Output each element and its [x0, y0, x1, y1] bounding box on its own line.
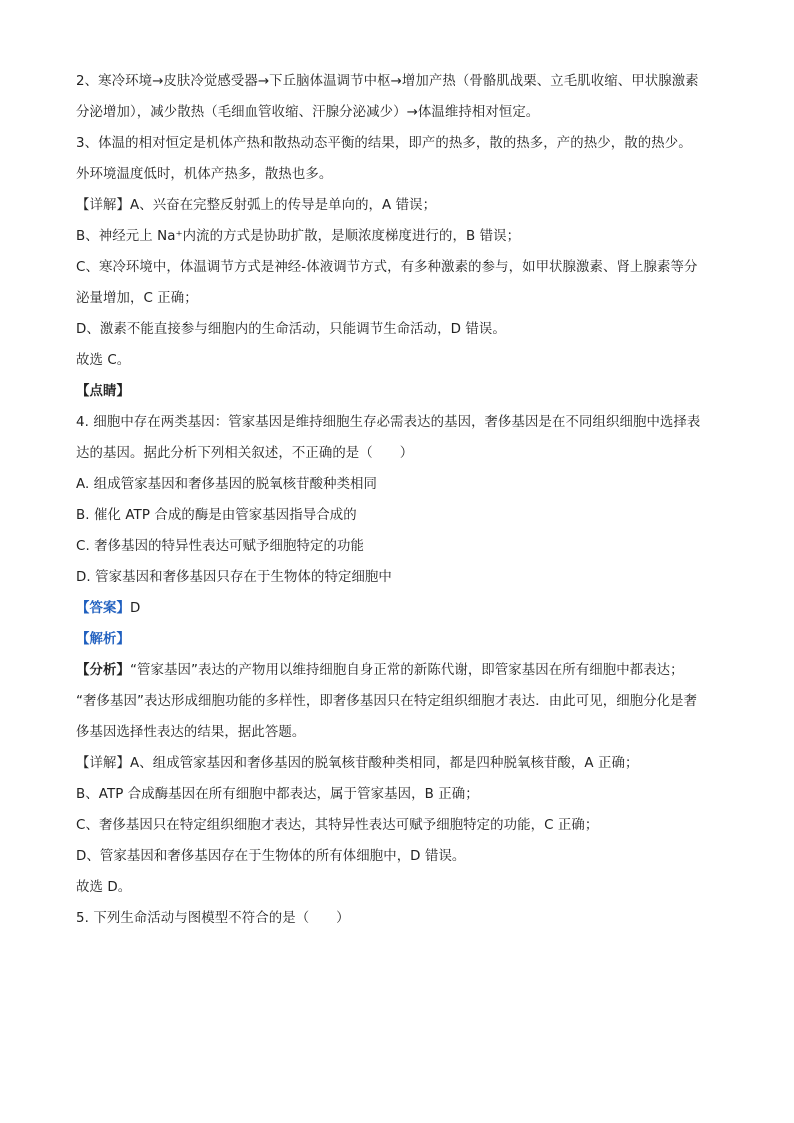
option-c: C. 奢侈基因的特异性表达可赋予细胞特定的功能 — [76, 539, 364, 554]
text-line: 泌量增加，C 正确； — [76, 291, 198, 306]
text-line: 3、体温的相对恒定是机体产热和散热动态平衡的结果，即产的热多，散的热多，产的热少，散的热少。 — [76, 136, 692, 151]
analysis-line — [76, 624, 724, 655]
analyze-tag: 【分析】 — [76, 663, 130, 678]
answer-tag: 【答案】 — [76, 601, 130, 616]
analyze-line — [76, 655, 724, 686]
text-line: “奢侈基因”表达形成细胞功能的多样性，即奢侈基因只在特定组织细胞才表达．由此可见，细胞分化是奢 — [76, 694, 698, 709]
text-line: C、寒冷环境中，体温调节方式是神经-体液调节方式，有多种激素的参与，如甲状腺激素、肾上腺素等分 — [76, 260, 698, 275]
text-line: 故选 C。 — [76, 353, 131, 368]
text-line: D、激素不能直接参与细胞内的生命活动，只能调节生命活动，D 错误。 — [76, 322, 506, 337]
text-line: 外环境温度低时，机体产热多，散热也多。 — [76, 167, 333, 182]
document-body — [76, 66, 724, 934]
option-b: B. 催化 ATP 合成的酶是由管家基因指导合成的 — [76, 508, 357, 523]
text-line: 2、寒冷环境→皮肤冷觉感受器→下丘脑体温调节中枢→增加产热（骨骼肌战栗、立毛肌收缩、甲状腺激素 — [76, 74, 699, 89]
analyze-text: “管家基因”表达的产物用以维持细胞自身正常的新陈代谢，即管家基因在所有细胞中都表达； — [129, 663, 684, 678]
text-line: C、奢侈基因只在特定组织细胞才表达，其特异性表达可赋予细胞特定的功能，C 正确； — [76, 818, 599, 833]
analysis-tag: 【解析】 — [76, 632, 130, 647]
text-line: B、ATP 合成酶基因在所有细胞中都表达，属于管家基因，B 正确； — [76, 787, 479, 802]
text-line: 分泌增加），减少散热（毛细血管收缩、汗腺分泌减少）→体温维持相对恒定。 — [76, 105, 540, 120]
text-line: 【详解】A、兴奋在完整反射弧上的传导是单向的，A 错误； — [76, 198, 437, 213]
answer-line — [76, 593, 724, 624]
text-line: 故选 D。 — [76, 880, 132, 895]
answer-value: D — [129, 601, 141, 616]
question-stem: 达的基因。据此分析下列相关叙述，不正确的是（ ） — [76, 446, 414, 461]
text-line: D、管家基因和奢侈基因存在于生物体的所有体细胞中，D 错误。 — [76, 849, 466, 864]
text-line: 侈基因选择性表达的结果，据此答题。 — [76, 725, 306, 740]
question-stem: 5. 下列生命活动与图模型不符合的是（ ） — [76, 911, 350, 926]
option-a: A. 组成管家基因和奢侈基因的脱氧核苷酸种类相同 — [76, 477, 378, 492]
text-line: B、神经元上 Na⁺内流的方式是协助扩散，是顺浓度梯度进行的，B 错误； — [76, 229, 521, 244]
option-d: D. 管家基因和奢侈基因只存在于生物体的特定细胞中 — [76, 570, 392, 585]
question-stem: 4. 细胞中存在两类基因：管家基因是维持细胞生存必需表达的基因，奢侈基因是在不同组织细胞中选择表 — [76, 415, 701, 430]
text-line: 【详解】A、组成管家基因和奢侈基因的脱氧核苷酸种类相同，都是四种脱氧核苷酸，A 正确； — [76, 756, 639, 771]
section-heading-dianjing: 【点睛】 — [76, 384, 130, 399]
